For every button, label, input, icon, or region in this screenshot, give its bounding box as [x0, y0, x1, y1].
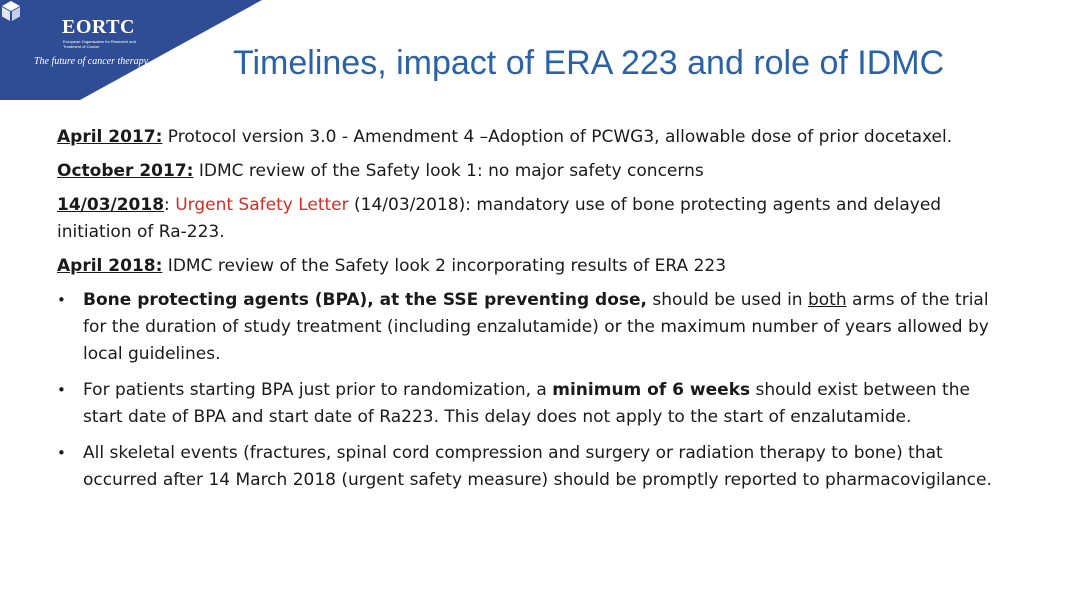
eortc-cube-logo-icon — [0, 0, 22, 22]
list-item — [57, 287, 997, 368]
bullet-icon: • — [57, 444, 66, 462]
entry-date: April 2018: — [57, 256, 163, 276]
bullet-bold: minimum of 6 weeks — [552, 380, 751, 400]
brand-corner-background — [0, 0, 270, 100]
timeline-entry — [57, 253, 997, 280]
recommendation-list — [57, 287, 997, 494]
urgent-safety-letter: Urgent Safety Letter — [175, 195, 349, 215]
list-item — [57, 377, 997, 431]
brand-corner — [0, 0, 270, 100]
timeline-entry — [57, 158, 997, 185]
bullet-text: All skeletal events (fractures, spinal cord compression and surgery or radiation therapy to bone) that occurred after 14 March 2018 (urgent safety measure) should be promptly reported to pharmacovigilance. — [83, 443, 992, 490]
bullet-text: arms of the trial for the duration of study treatment (including enzalutamide) or the maximum number of years allowed by local guidelines. — [83, 290, 989, 364]
timeline-entry — [57, 192, 997, 246]
bullet-text: should be used in — [647, 290, 808, 310]
entry-date: October 2017: — [57, 161, 194, 181]
bullet-icon: • — [57, 381, 66, 399]
entry-text: IDMC review of the Safety look 1: no major safety concerns — [193, 161, 704, 181]
bullet-icon: • — [57, 291, 66, 309]
entry-date: April 2017: — [57, 127, 163, 147]
bullet-bold: Bone protecting agents (BPA), at the SSE preventing dose, — [83, 290, 648, 310]
entry-text: IDMC review of the Safety look 2 incorporating results of ERA 223 — [162, 256, 727, 276]
bullet-text: For patients starting BPA just prior to randomization, a — [83, 380, 553, 400]
timeline-entry — [57, 124, 997, 151]
entry-separator: : — [164, 195, 176, 215]
logo-name: EORTC — [62, 16, 135, 38]
entry-date: 14/03/2018 — [57, 195, 165, 215]
entry-text: Protocol version 3.0 - Amendment 4 –Adoption of PCWG3, allowable dose of prior docetaxel. — [162, 127, 953, 147]
slide-title: Timelines, impact of ERA 223 and role of IDMC — [233, 44, 945, 82]
tagline: The future of cancer therapy — [34, 56, 149, 67]
entry-text: (14/03/2018): mandatory use of bone protecting agents and delayed initiation of Ra-223. — [57, 195, 942, 242]
bullet-text: should exist between the start date of BPA and start date of Ra223. This delay does not apply to the start of enzalutamide. — [83, 380, 970, 427]
list-item — [57, 440, 997, 494]
slide-content — [57, 124, 997, 503]
bullet-underlined: both — [807, 290, 847, 310]
logo-subtitle: European Organisation for Research and Treatment of Cancer — [63, 39, 136, 49]
